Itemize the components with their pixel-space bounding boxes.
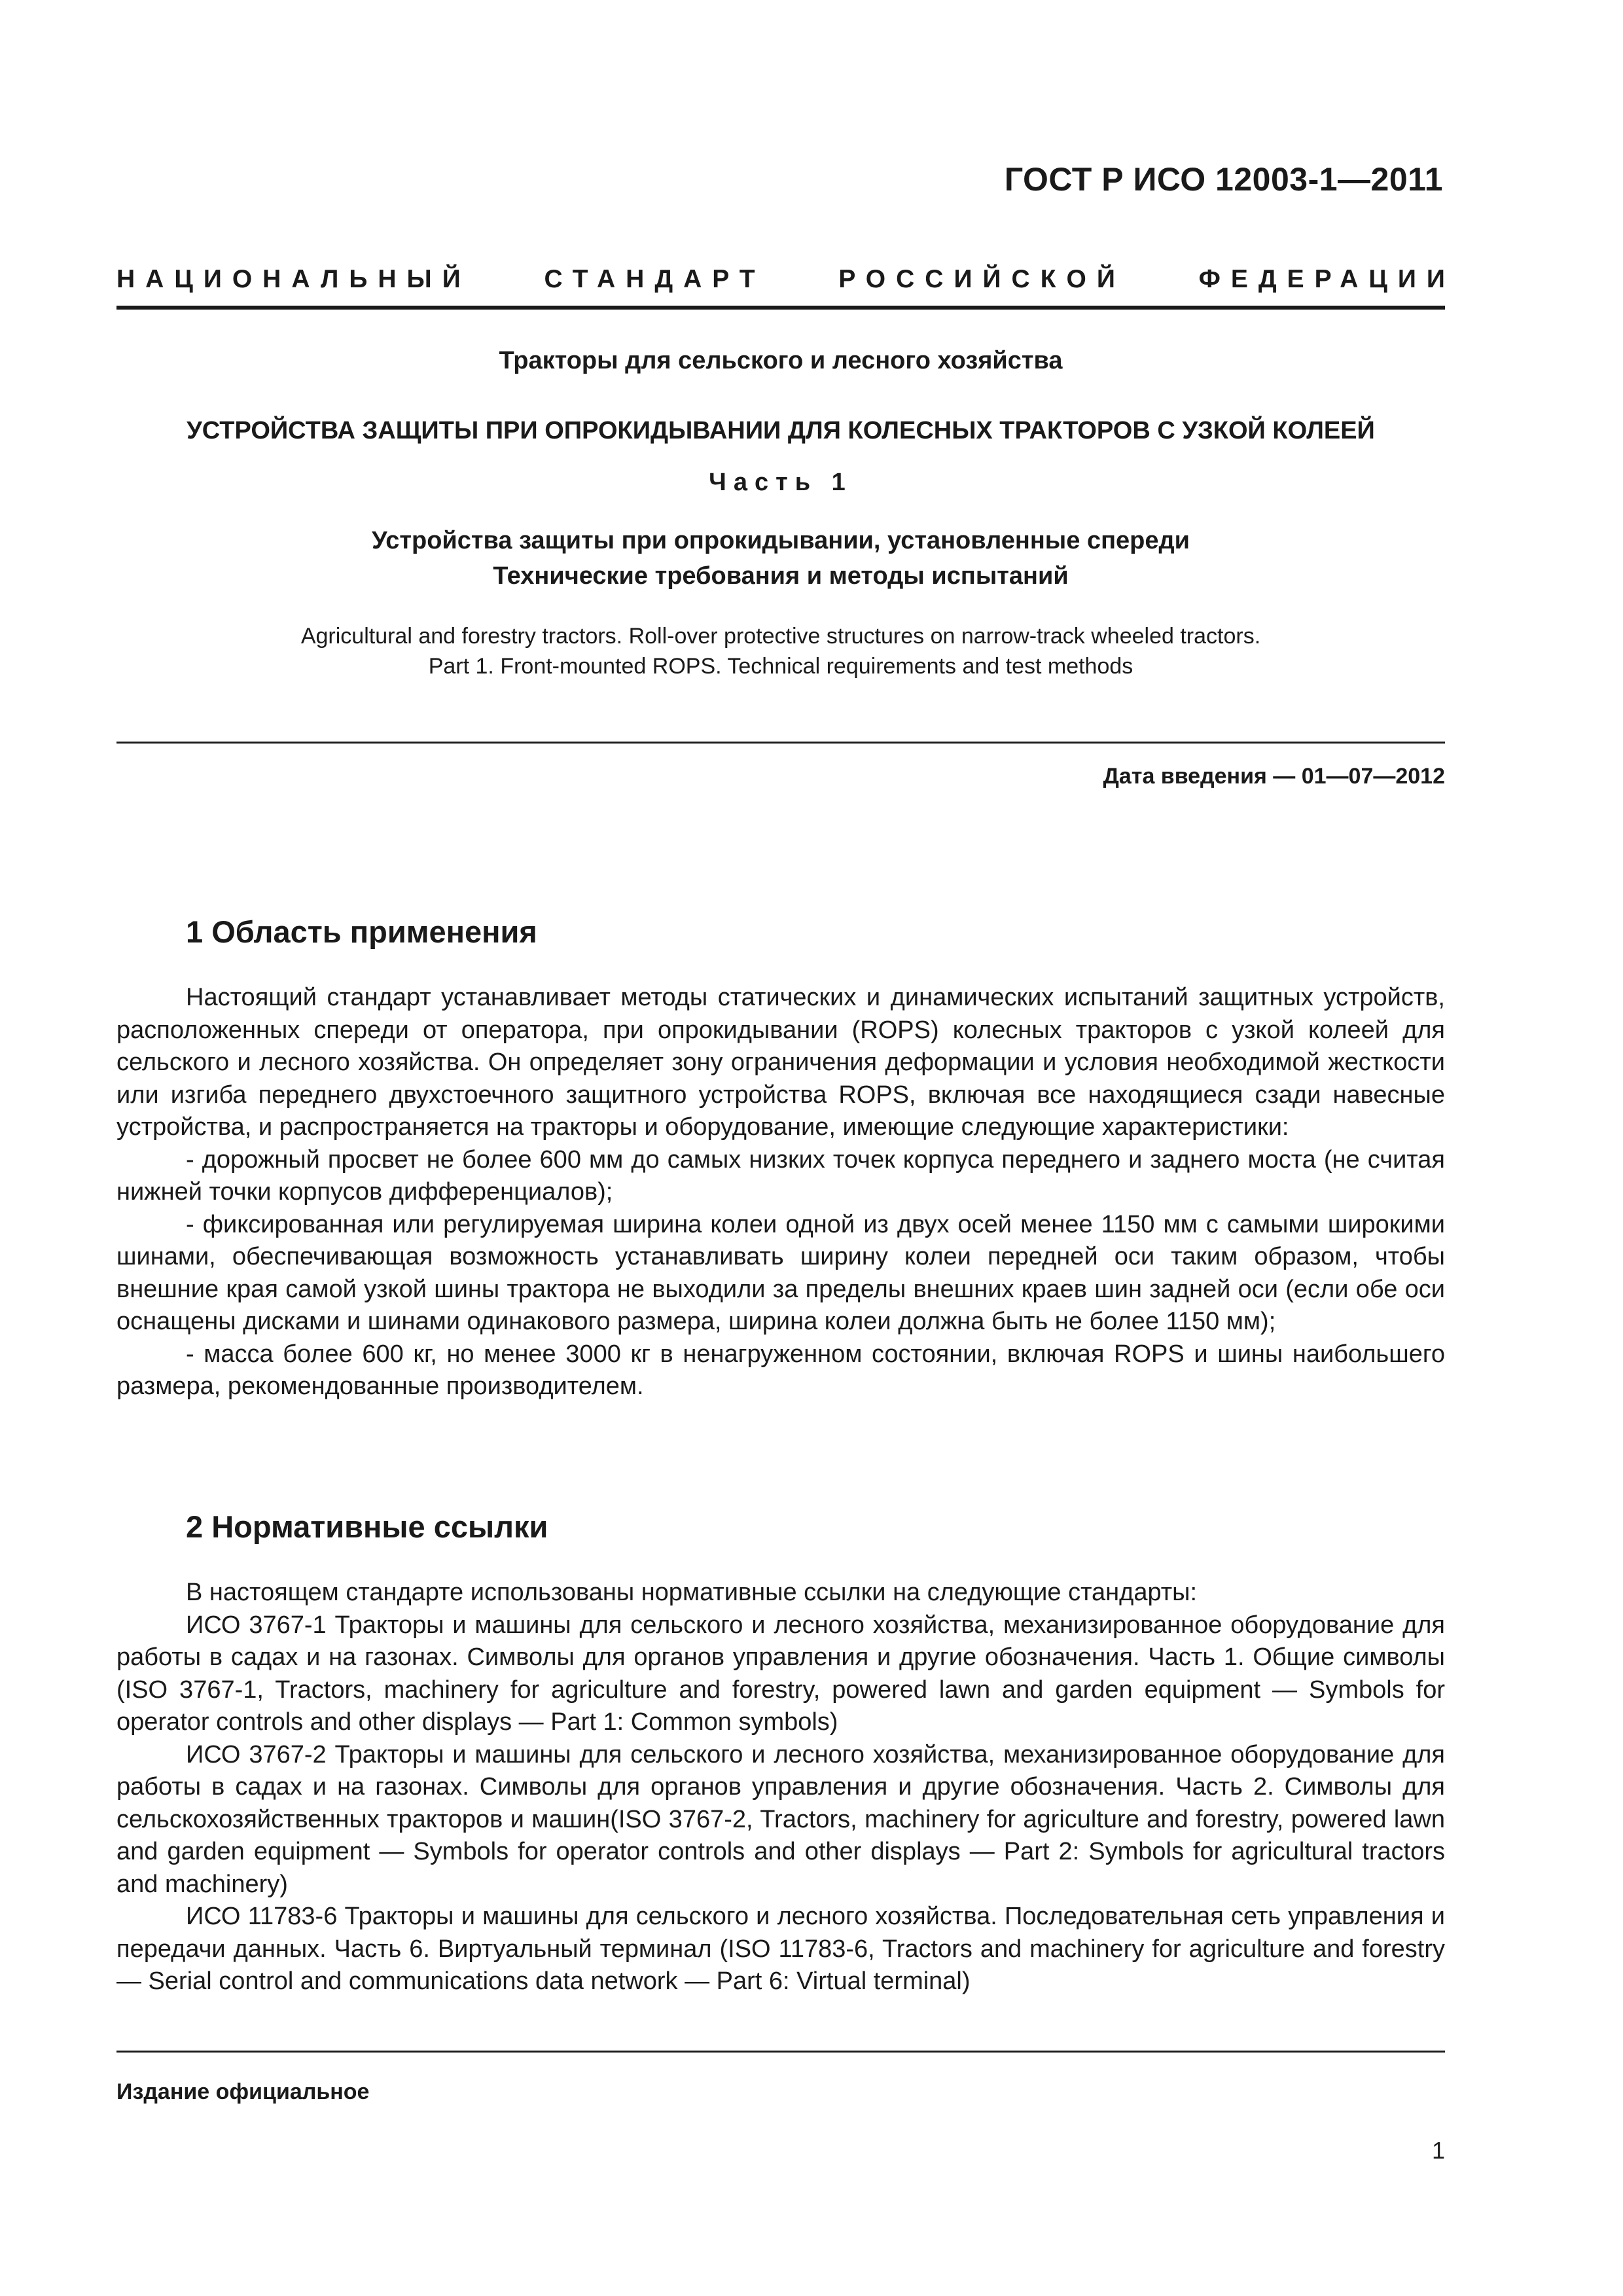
section-2-heading: 2 Нормативные ссылки bbox=[186, 1509, 548, 1544]
section-1-heading: 1 Область применения bbox=[186, 914, 537, 949]
page-number: 1 bbox=[1431, 2137, 1445, 2164]
english-title-line: Agricultural and forestry tractors. Roll-over protective structures on narrow-track wheeled tractors. bbox=[300, 624, 1261, 649]
standard-titles bbox=[116, 347, 1445, 681]
title-divider bbox=[116, 742, 1445, 744]
national-standard-header bbox=[116, 265, 1455, 310]
section-1-body bbox=[116, 982, 1445, 1403]
national-title-word: СТАНДАРТ bbox=[544, 265, 766, 293]
paragraph: - фиксированная или регулируемая ширина колеи одной из двух осей менее 1150 мм с самыми широкими шинами, обеспечивающая возможность устанавливать ширину колеи передней оси таким образом, чтобы внешние края самой узкой шины трактора не выходили за пределы внешних краев шин задней оси (если обе оси оснащены дисками и шинами одинакового размера, ширина колеи должна быть не более 1150 мм); bbox=[116, 1210, 1445, 1335]
english-title-line: Part 1. Front-mounted ROPS. Technical requirements and test methods bbox=[428, 654, 1133, 679]
footer-divider bbox=[116, 2051, 1445, 2053]
national-title-word: РОССИЙСКОЙ bbox=[838, 265, 1126, 293]
subtitle-line: Технические требования и методы испытаний bbox=[493, 562, 1069, 590]
paragraph: - масса более 600 кг, но менее 3000 кг в ненагруженном состоянии, включая ROPS и шины наибольшего размера, рекомендованные производителем. bbox=[116, 1340, 1445, 1400]
introduction-date: Дата введения — 01—07—2012 bbox=[1103, 764, 1445, 789]
paragraph: В настоящем стандарте использованы нормативные ссылки на следующие стандарты: bbox=[186, 1579, 1198, 1606]
subtitle bbox=[116, 523, 1445, 594]
main-title: УСТРОЙСТВА ЗАЩИТЫ ПРИ ОПРОКИДЫВАНИИ ДЛЯ КОЛЕСНЫХ ТРАКТОРОВ С УЗКОЙ КОЛЕЕЙ bbox=[187, 417, 1375, 444]
group-title: Тракторы для сельского и лесного хозяйства bbox=[499, 347, 1063, 374]
edition-label: Издание официальное bbox=[116, 2079, 370, 2104]
national-title-word: НАЦИОНАЛЬНЫЙ bbox=[116, 265, 471, 293]
paragraph: ИСО 3767-2 Тракторы и машины для сельского и лесного хозяйства, механизированное оборудование для работы в садах и на газонах. Символы для органов управления и другие обозначения. Часть 2. Символы для сельскохозяйственных тракторов и машин(ISO 3767-2, Tractors, machinery for agriculture and forestry, powered lawn and garden equipment — Symbols for operator controls and other displays — Part 2: Symbols for agricultural tractors and machinery) bbox=[116, 1740, 1445, 1898]
part-title: Часть 1 bbox=[709, 469, 853, 496]
paragraph: ИСО 11783-6 Тракторы и машины для сельского и лесного хозяйства. Последовательная сеть управления и передачи данных. Часть 6. Виртуальный терминал (ISO 11783-6, Tractors and machinery for agriculture and forestry — Serial control and communications data network — Part 6: Virtual terminal) bbox=[116, 1903, 1445, 1995]
section-2-body bbox=[116, 1577, 1445, 1998]
subtitle-line: Устройства защиты при опрокидывании, установленные спереди bbox=[372, 527, 1190, 554]
document-number: ГОСТ Р ИСО 12003-1—2011 bbox=[1004, 161, 1443, 198]
paragraph: ИСО 3767-1 Тракторы и машины для сельского и лесного хозяйства, механизированное оборудование для работы в садах и на газонах. Символы для органов управления и другие обозначения. Часть 1. Общие символы (ISO 3767-1, Tractors, machinery for agriculture and forestry, powered lawn and garden equipment — Symbols for operator controls and other displays — Part 1: Common symbols) bbox=[116, 1611, 1445, 1736]
paragraph: - дорожный просвет не более 600 мм до самых низких точек корпуса переднего и заднего моста (не считая нижней точки корпусов дифференциалов); bbox=[116, 1145, 1445, 1206]
national-title-word: ФЕДЕРАЦИИ bbox=[1198, 265, 1455, 293]
paragraph: Настоящий стандарт устанавливает методы статических и динамических испытаний защитных устройств, расположенных спереди от оператора, при опрокидывании (ROPS) колесных тракторов с узкой колеей для сельского и лесного хозяйства. Он определяет зону ограничения деформации и условия необходимой жесткости или изгиба переднего двухстоечного защитного устройства ROPS, включая все находящиеся сзади навесные устройства, и распространяется на тракторы и оборудование, имеющие следующие характеристики: bbox=[116, 984, 1445, 1141]
english-title bbox=[116, 621, 1445, 681]
national-standard-title bbox=[116, 265, 1455, 310]
